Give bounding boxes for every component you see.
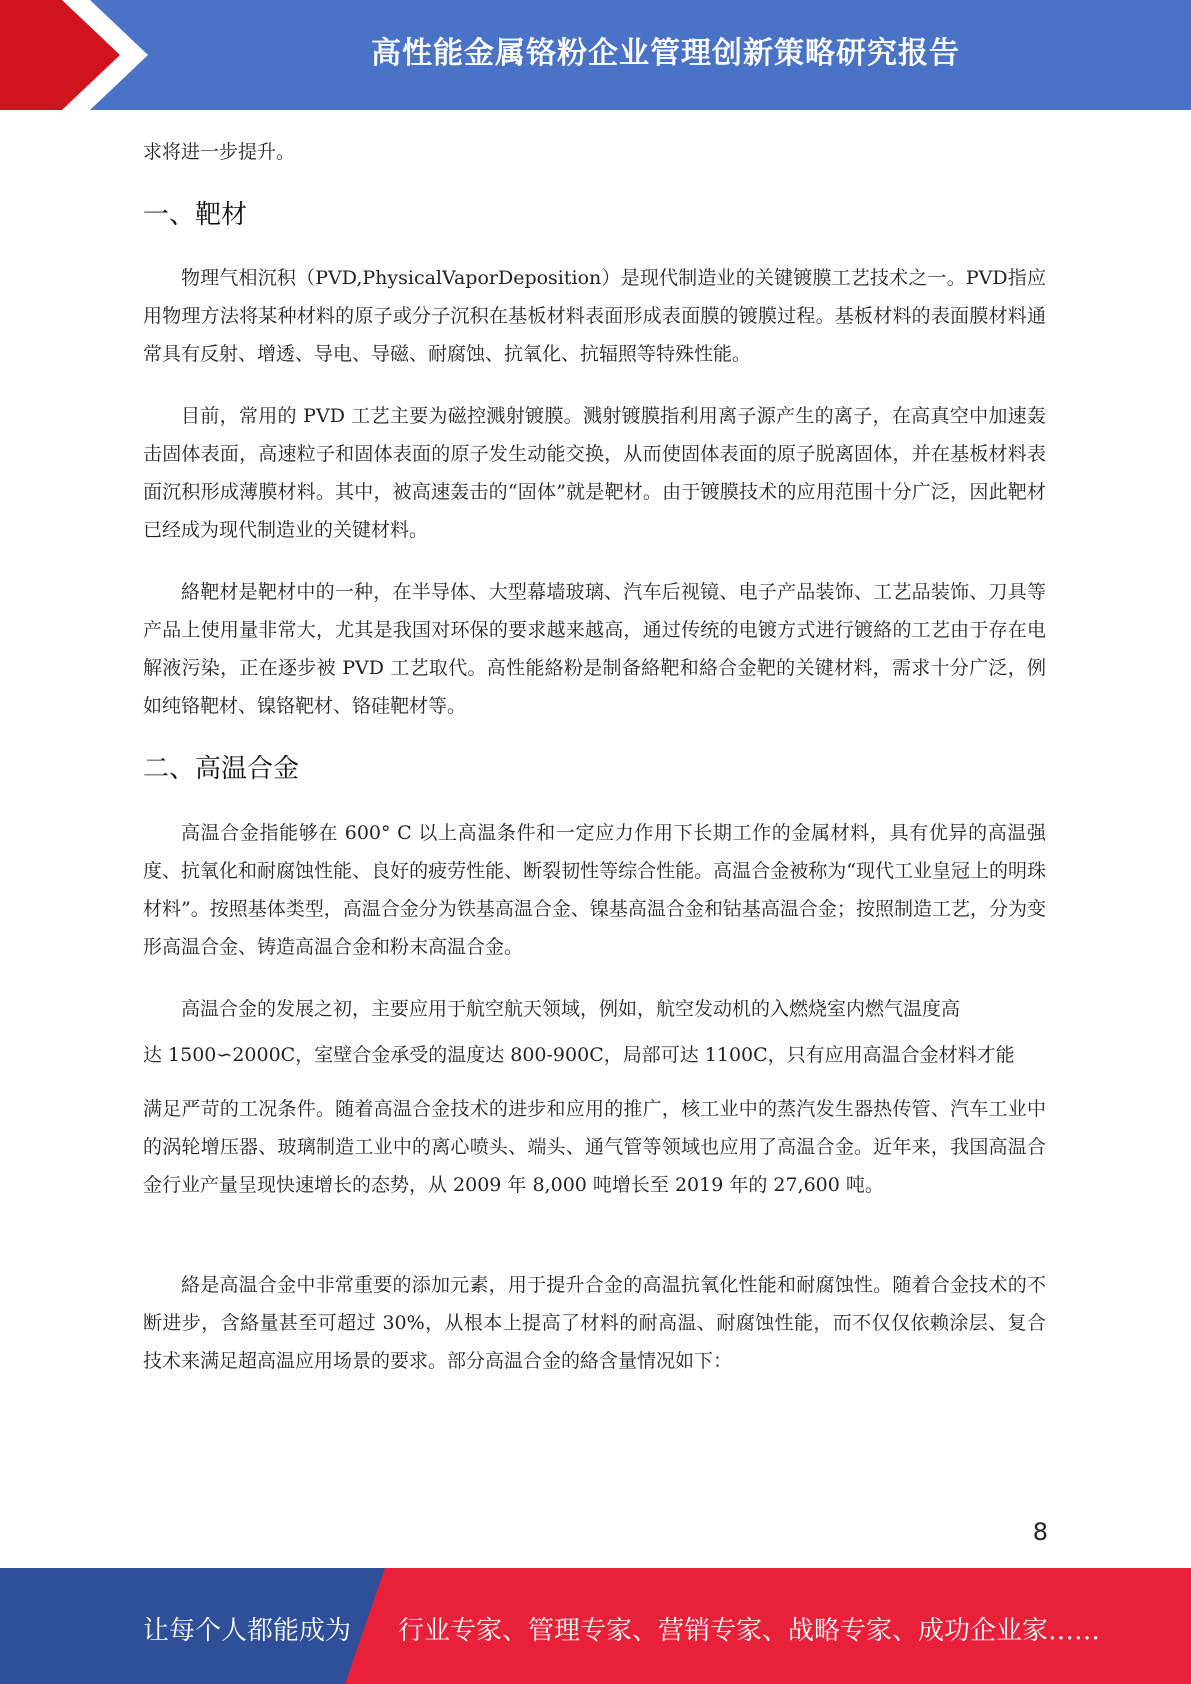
paragraph-superalloy-history-rest: 满足严苛的工况条件。随着高温合金技术的进步和应用的推广，核工业中的蒸汽发生器热传管、汽车工业中的涡轮增压器、玻璃制造工业中的离心喷头、端头、通气管等领域也应用了高温合金。近年来，我国高温合金行业产量呈现快速增长的态势，从 2009 年 8,000 吨增长至 2019 年的 27,600 吨。	[143, 1098, 1046, 1196]
section-heading-targets: 一、靶材	[143, 200, 248, 230]
page-footer	[0, 1568, 1191, 1684]
report-title: 高性能金属铬粉企业管理创新策略研究报告	[371, 36, 960, 71]
footer-slogan-right: 行业专家、管理专家、营销专家、战略专家、成功企业家……	[398, 1616, 1101, 1646]
page-header	[0, 0, 1191, 110]
paragraph-chromium-in-alloys: 絡是高温合金中非常重要的添加元素，用于提升合金的高温抗氧化性能和耐腐蚀性。随着合金技术的不断进步，含絡量甚至可超过 30%，从根本上提高了材料的耐高温、耐腐蚀性能，而不仅仅依赖涂层、复合技术来满足超高温应用场景的要求。部分高温合金的絡含量情况如下：	[143, 1274, 1046, 1372]
paragraph-chromium-targets: 絡靶材是靶材中的一种，在半导体、大型幕墙玻璃、汽车后视镜、电子产品装饰、工艺品装饰、刀具等产品上使用量非常大，尤其是我国对环保的要求越来越高，通过传统的电镀方式进行镀絡的工艺由于存在电解液污染，正在逐步被 PVD 工艺取代。高性能絡粉是制备絡靶和絡合金靶的关键材料，需求十分广泛，例如纯铬靶材、镍铬靶材、铬硅靶材等。	[143, 581, 1046, 717]
paragraph-pvd-definition: 物理气相沉积（PVD,PhysicalVaporDeposition）是现代制造业的关键镀膜工艺技术之一。PVD指应用物理方法将某种材料的原子或分子沉积在基板材料表面形成表面膜的镀膜过程。基板材料的表面膜材料通常具有反射、增透、导电、导磁、耐腐蚀、抗氧化、抗辐照等特殊性能。	[143, 267, 1046, 365]
footer-slogan-left: 让每个人都能成为	[143, 1616, 352, 1646]
paragraph-superalloy-history-line1: 高温合金的发展之初，主要应用于航空航天领域，例如，航空发动机的入燃烧室内燃气温度高	[181, 998, 961, 1020]
paragraph-superalloy-definition: 高温合金指能够在 600° C 以上高温条件和一定应力作用下长期工作的金属材料，具有优异的高温强度、抗氧化和耐腐蚀性能、良好的疲劳性能、断裂韧性等综合性能。高温合金被称为“现代工业皇冠上的明珠材料”。按照基体类型，高温合金分为铁基高温合金、镍基高温合金和钴基高温合金；按照制造工艺，分为变形高温合金、铸造高温合金和粉末高温合金。	[143, 822, 1046, 958]
paragraph-magnetron-sputtering: 目前，常用的 PVD 工艺主要为磁控溅射镀膜。溅射镀膜指利用离子源产生的离子，在高真空中加速轰击固体表面，高速粒子和固体表面的原子发生动能交换，从而使固体表面的原子脱离固体，并在基板材料表面沉积形成薄膜材料。其中，被高速轰击的“固体”就是靶材。由于镀膜技术的应用范围十分广泛，因此靶材已经成为现代制造业的关键材料。	[143, 405, 1046, 541]
paragraph-superalloy-history-line2: 达 1500∽2000C，室壁合金承受的温度达 800-900C，局部可达 1100C，只有应用高温合金材料才能	[143, 1044, 1015, 1066]
continuation-text: 求将进一步提升。	[143, 141, 296, 163]
section-heading-superalloys: 二、高温合金	[143, 754, 300, 784]
page-number: 8	[1032, 1518, 1048, 1546]
